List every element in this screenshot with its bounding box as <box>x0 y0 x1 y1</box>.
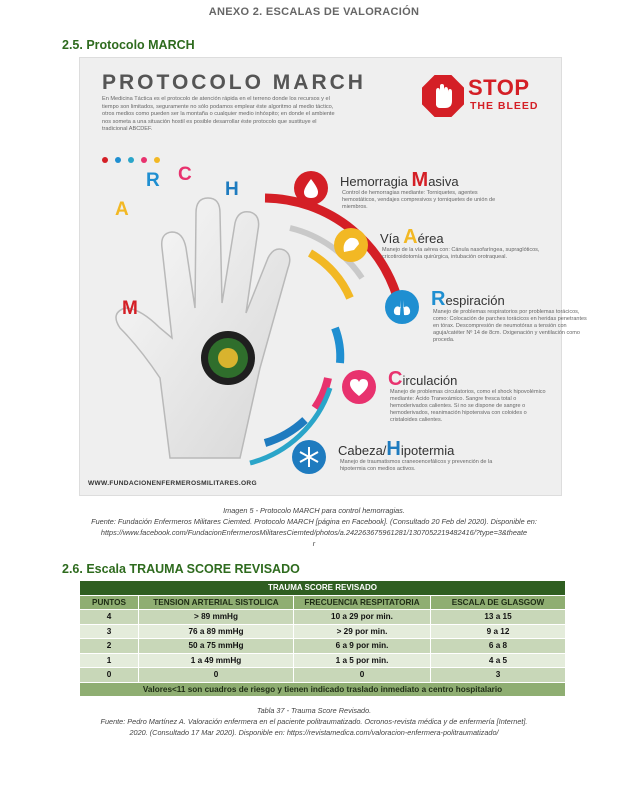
col-header: TENSION ARTERIAL SISTOLICA <box>139 595 294 610</box>
cell: 1 a 5 por min. <box>294 653 431 668</box>
table-row <box>80 624 566 639</box>
cell: 4 <box>80 610 139 625</box>
cell: 1 a 49 mmHg <box>139 653 294 668</box>
table-row <box>80 668 566 683</box>
col-header: FRECUENCIA RESPITATORIA <box>294 595 431 610</box>
cell: 50 a 75 mmHg <box>139 639 294 654</box>
snowflake-icon <box>292 440 326 474</box>
table-row <box>80 610 566 625</box>
image-source-line1: Fuente: Fundación Enfermeros Militares Ciemted. Protocolo MARCH [página en Facebook]. (Consultado 20 Feb del 2020). Disponible en: <box>91 517 537 526</box>
col-header: PUNTOS <box>80 595 139 610</box>
cell: 3 <box>431 668 566 683</box>
the-bleed-word: THE BLEED <box>470 100 539 112</box>
letter-m: M <box>122 298 138 319</box>
item-desc: Manejo de problemas respiratorios por problemas torácicos, como: Colocación de parches torácicos en heridas penetrantes en tórax. Descompresión de neumotórax a tensión con aguja/catéter Nº 14 de 8cm. Oxigenación y ventilación como proceda. <box>433 309 587 343</box>
march-poster <box>79 57 587 496</box>
table-caption: Tabla 37 - Trauma Score Revisado. <box>256 706 372 715</box>
trauma-score-table <box>79 580 566 697</box>
poster-intro: En Medicina Táctica es el protocolo de atención rápida en el terreno donde los recursos y el tiempo son limitados, seguramente no sólo podamos emplear éste algoritmo al medio táctico, otros medios como pueden ser la montaña o cualquier medio inhóspito; en donde el ambiente nos someta a una situación hostil es posible desarrollar éste protocolo que sustituye el tradicional ABCDEF. <box>102 96 335 133</box>
poster-website: WWW.FUNDACIONENFERMEROSMILITARES.ORG <box>88 480 257 487</box>
table-header-row <box>80 595 566 610</box>
item-desc: Manejo de problemas circulatorios, como el shock hipovolémico mediante: Ácido Tranexámico. Sangre fresca total o hemoderivados calientes. Si no se dispone de sangre o hemoderivados, reanimación hipotensiva con coloides o cristaloides calientes. <box>390 389 546 423</box>
cell: 0 <box>294 668 431 683</box>
cell: 2 <box>80 639 139 654</box>
page-header: ANEXO 2. ESCALAS DE VALORACIÓN <box>208 6 420 18</box>
cell: > 29 por min. <box>294 624 431 639</box>
section-heading-march <box>62 38 195 52</box>
item-title: Respiración <box>431 288 505 310</box>
cell: 13 a 15 <box>431 610 566 625</box>
airway-icon <box>334 228 368 262</box>
cell: > 89 mmHg <box>139 610 294 625</box>
stop-the-bleed-logo <box>422 75 550 121</box>
item-desc: Manejo de traumatismos craneoencefálicos y prevención de la hipotermia con medios activos. <box>340 459 493 472</box>
table-source-line1: Fuente: Pedro Martínez A. Valoración enfermera en el paciente politraumatizado. Ocronos-revista médica y de enfermería [Internet]. <box>100 717 528 726</box>
cell: 0 <box>80 668 139 683</box>
cell: 1 <box>80 653 139 668</box>
letter-h: H <box>225 179 239 200</box>
image-source-line2: https://www.facebook.com/FundacionEnfermerosMilitaresCiemted/photos/a.242263675961281/1307052219482416/?type=3&theate <box>100 528 528 537</box>
col-header: ESCALA DE GLASGOW <box>431 595 566 610</box>
section-number: 2.5. <box>62 38 83 52</box>
blood-drop-icon <box>294 171 328 205</box>
letter-a: A <box>115 199 129 220</box>
cell: 6 a 8 <box>431 639 566 654</box>
item-desc: Manejo de la vía aérea con: Cánula nasofaríngea, supraglóticos, cricotiroidotomía quirúrgica, intubación orotraqueal. <box>382 247 540 260</box>
table-title: TRAUMA SCORE REVISADO <box>80 581 566 596</box>
image-source-line3: r <box>312 539 316 548</box>
item-title: Circulación <box>388 368 458 390</box>
letter-r: R <box>146 170 160 191</box>
table-row <box>80 653 566 668</box>
item-title: Cabeza/Hipotermia <box>338 438 455 460</box>
section-title: Protocolo MARCH <box>86 38 195 52</box>
poster-title: PROTOCOLO MARCH <box>102 71 366 94</box>
cell: 4 a 5 <box>431 653 566 668</box>
lungs-icon <box>385 290 419 324</box>
heart-icon <box>342 370 376 404</box>
letter-c: C <box>178 164 192 185</box>
cell: 9 a 12 <box>431 624 566 639</box>
cell: 0 <box>139 668 294 683</box>
cell: 6 a 9 por min. <box>294 639 431 654</box>
stop-hand-icon <box>422 75 464 117</box>
cell: 10 a 29 por min. <box>294 610 431 625</box>
cell: 76 a 89 mmHg <box>139 624 294 639</box>
item-desc: Control de hemorragias mediante: Torniquetes, agentes hemostáticos, vendajes compresivos y torniquetes de unión de miembros. <box>342 190 496 210</box>
table-row <box>80 639 566 654</box>
table-source-line2: 2020. (Consultado 17 Mar 2020). Disponible en: https://revistamedica.com/valoracion-enfermera-politraumatizado/ <box>129 728 499 737</box>
cell: 3 <box>80 624 139 639</box>
stop-word: STOP <box>468 75 530 100</box>
section-heading-trauma <box>62 562 300 576</box>
item-title: Hemorragia Masiva <box>340 169 459 191</box>
image-caption: Imagen 5 - Protocolo MARCH para control hemorragias. <box>223 506 405 515</box>
section-title: Escala TRAUMA SCORE REVISADO <box>86 562 300 576</box>
item-title: Vía Aérea <box>380 226 444 248</box>
section-number: 2.6. <box>62 562 83 576</box>
table-footer: Valores<11 son cuadros de riesgo y tienen indicado traslado inmediato a centro hospitalario <box>80 682 566 697</box>
